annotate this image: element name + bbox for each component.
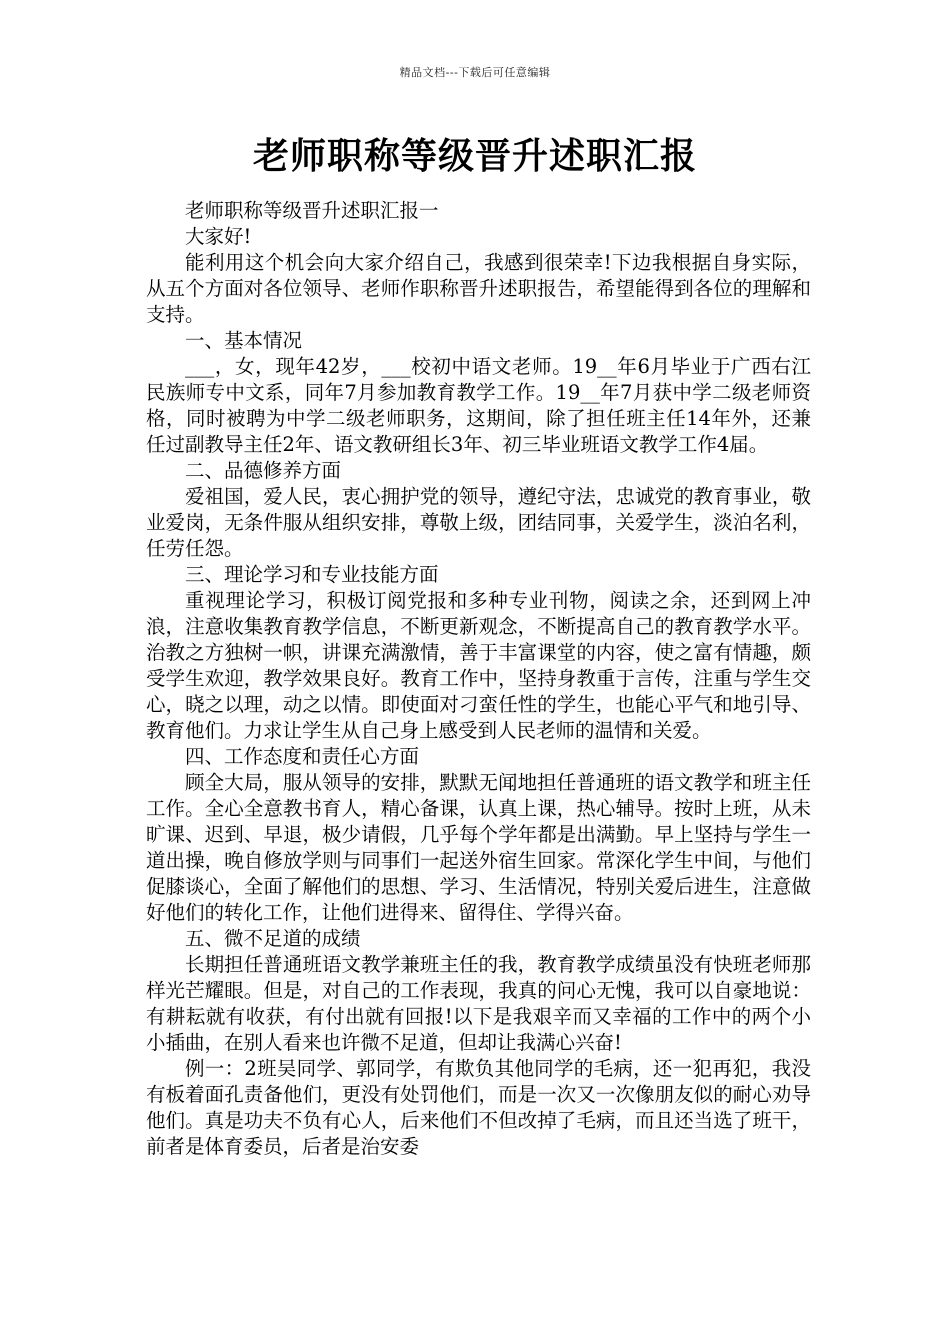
paragraph: 爱祖国，爱人民，衷心拥护党的领导，遵纪守法，忠诚党的教育事业，敬业爱岗，无条件服从组织安排，尊敬上级，团结同事，关爱学生，淡泊名利，任劳任怨。 — [146, 485, 811, 560]
section-heading: 五、微不足道的成绩 — [185, 927, 361, 950]
paragraph: ___，女，现年42岁，___校初中语文老师。19__年6月毕业于广西右江民族师专中文系，同年7月参加教育教学工作。19__年7月获中学二级老师资格，同时被聘为中学二级老师职务，这期间，除了担任班主任14年外，还兼任过副教导主任2年、语文教研组长3年、初三毕业班语文教学工作4届。 — [146, 355, 811, 456]
paragraph: 老师职称等级晋升述职汇报一 — [185, 199, 439, 222]
section-heading: 一、基本情况 — [185, 329, 303, 352]
section-heading: 三、理论学习和专业技能方面 — [185, 563, 439, 586]
document-body — [146, 198, 811, 1160]
paragraph: 长期担任普通班语文教学兼班主任的我，教育教学成绩虽没有快班老师那样光芒耀眼。但是，对自己的工作表现，我真的问心无愧，我可以自豪地说：有耕耘就有收获，有付出就有回报!以下是我艰辛而又幸福的工作中的两个小小插曲，在别人看来也许微不足道，但却让我满心兴奋! — [146, 953, 811, 1054]
paragraph: 顾全大局，服从领导的安排，默默无闻地担任普通班的语文教学和班主任工作。全心全意教书育人，精心备课，认真上课，热心辅导。按时上班，从未旷课、迟到、早退，极少请假，几乎每个学年都是出满勤。早上坚持与学生一道出操，晚自修放学则与同事们一起送外宿生回家。常深化学生中间，与他们促膝谈心，全面了解他们的思想、学习、生活情况，特别关爱后进生，注意做好他们的转化工作，让他们进得来、留得住、学得兴奋。 — [146, 771, 811, 924]
section-heading: 四、工作态度和责任心方面 — [185, 745, 420, 768]
paragraph: 大家好! — [185, 225, 252, 248]
paragraph: 例一：2班吴同学、郭同学，有欺负其他同学的毛病，还一犯再犯，我没有板着面孔责备他们，更没有处罚他们，而是一次又一次像朋友似的耐心劝导他们。真是功夫不负有心人，后来他们不但改掉了毛病，而且还当选了班干，前者是体育委员，后者是治安委 — [146, 1057, 811, 1158]
paragraph: 重视理论学习，积极订阅党报和多种专业刊物，阅读之余，还到网上冲浪，注意收集教育教学信息，不断更新观念，不断提高自己的教育教学水平。治教之方独树一帜，讲课充满激情，善于丰富课堂的内容，使之富有情趣，颇受学生欢迎，教学效果良好。教育工作中，坚持身教重于言传，注重与学生交心，晓之以理，动之以情。即使面对刁蛮任性的学生，也能心平气和地引导、教育他们。力求让学生从自己身上感受到人民老师的温情和关爱。 — [146, 589, 811, 742]
document-title: 老师职称等级晋升述职汇报 — [252, 136, 697, 177]
paragraph: 能利用这个机会向大家介绍自己，我感到很荣幸!下边我根据自身实际，从五个方面对各位领导、老师作职称晋升述职报告，希望能得到各位的理解和支持。 — [146, 251, 811, 326]
header-note: 精品文档---下载后可任意编辑 — [399, 66, 551, 79]
section-heading: 二、品德修养方面 — [185, 459, 342, 482]
